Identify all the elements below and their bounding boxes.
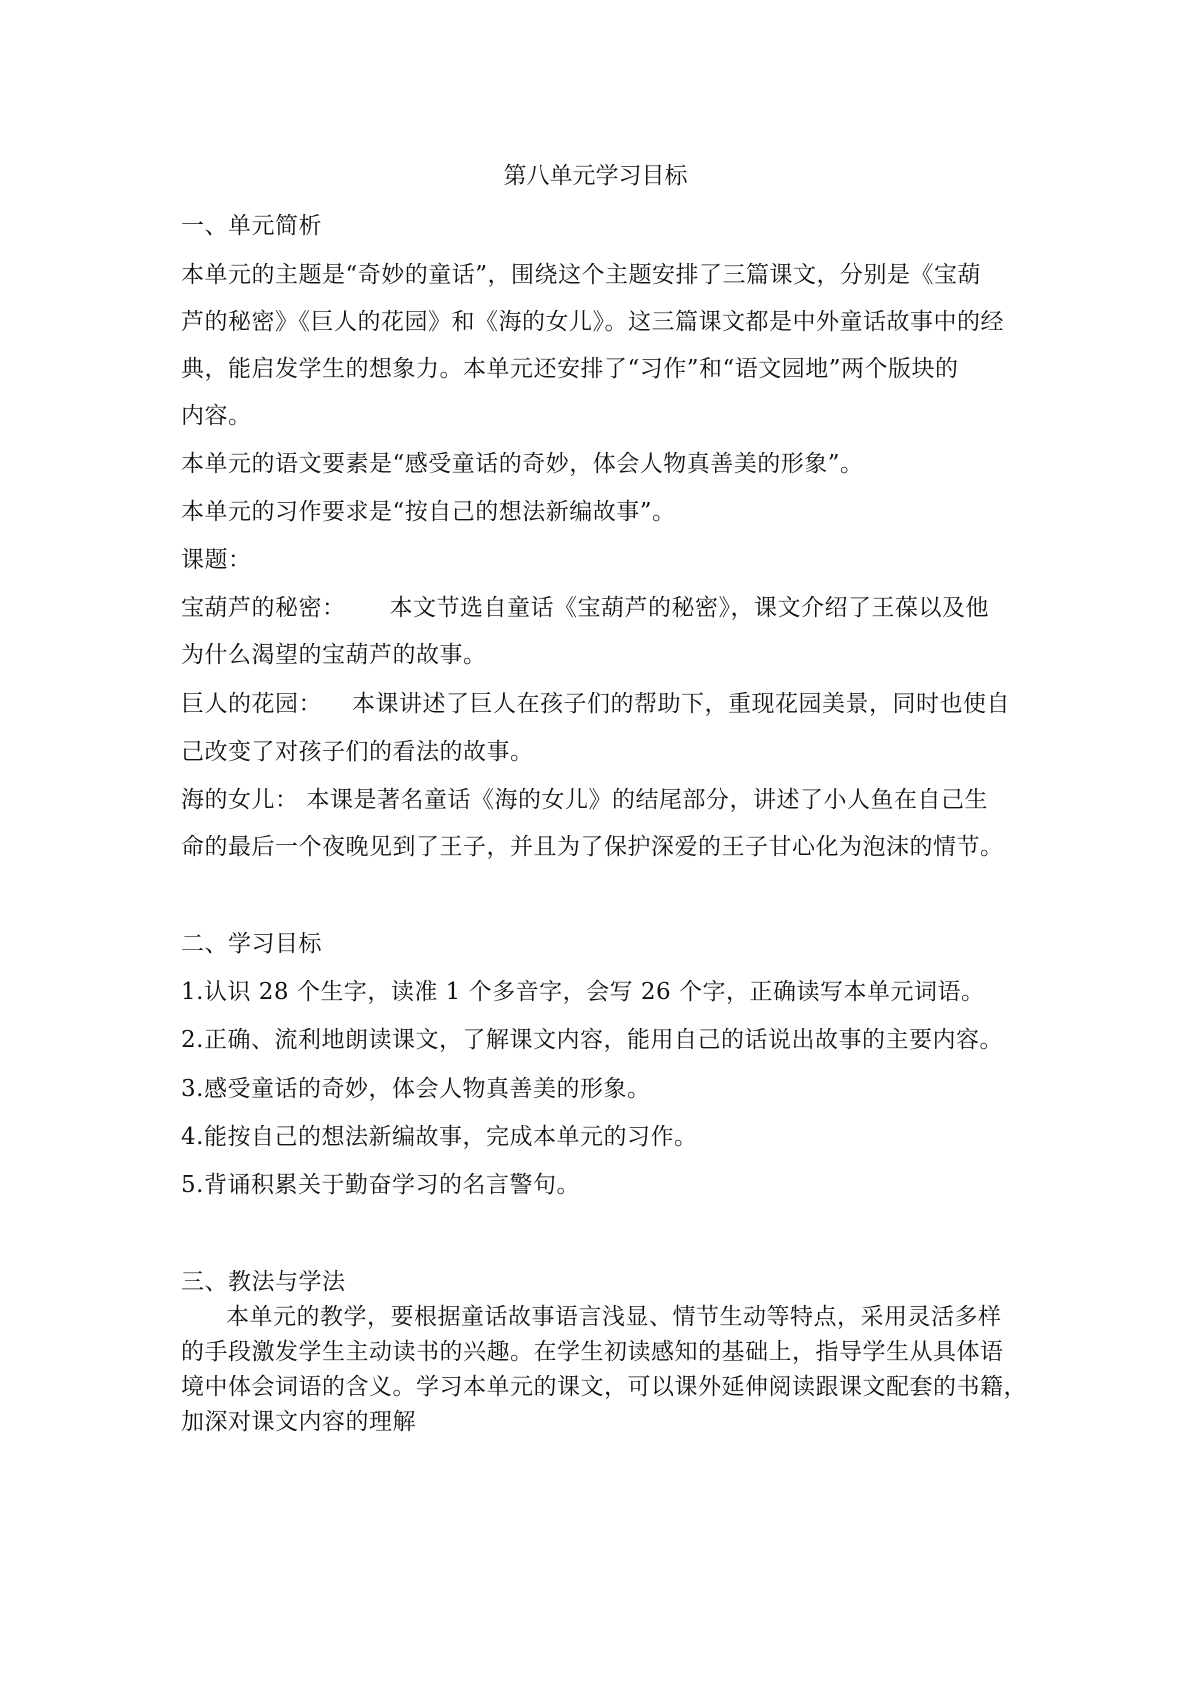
- goal-1: 1.认识 28 个生字，读准 1 个多音字，会写 26 个字，正确读写本单元词语。: [181, 979, 985, 1005]
- section3-heading: 三、教法与学法: [181, 1269, 346, 1295]
- goal-4: 4.能按自己的想法新编故事，完成本单元的习作。: [181, 1124, 698, 1150]
- lesson-2-name: 巨人的花园：: [181, 691, 322, 717]
- section1-para1-line1: 本单元的主题是“奇妙的童话”，围绕这个主题安排了三篇课文，分别是《宝葫: [181, 262, 982, 288]
- lesson-1-text: 本文节选自童话《宝葫芦的秘密》，课文介绍了王葆以及他: [389, 595, 989, 621]
- goal-5: 5.背诵积累关于勤奋学习的名言警句。: [181, 1172, 580, 1198]
- section2-heading: 二、学习目标: [181, 931, 322, 957]
- section3-line2: 的手段激发学生主动读书的兴趣。在学生初读感知的基础上，指导学生从具体语: [181, 1339, 1004, 1365]
- lesson-2-line2: 己改变了对孩子们的看法的故事。: [181, 739, 534, 765]
- lesson-3-name: 海的女儿：: [181, 787, 299, 813]
- section1-para1-line2: 芦的秘密》《巨人的花园》和《海的女儿》。这三篇课文都是中外童话故事中的经: [181, 309, 1004, 335]
- lesson-1-line2: 为什么渴望的宝葫芦的故事。: [181, 642, 487, 668]
- section1-heading: 一、单元简析: [181, 213, 322, 239]
- section1-para2: 本单元的语文要素是“感受童话的奇妙，体会人物真善美的形象”。: [181, 451, 864, 477]
- goal-3: 3.感受童话的奇妙，体会人物真善美的形象。: [181, 1076, 651, 1102]
- section1-para1-line3: 典，能启发学生的想象力。本单元还安排了“习作”和“语文园地”两个版块的: [181, 356, 959, 382]
- section3-line3: 境中体会词语的含义。学习本单元的课文，可以课外延伸阅读跟课文配套的书籍，: [181, 1374, 1027, 1400]
- topics-label: 课题：: [181, 547, 252, 573]
- lesson-3-line2: 命的最后一个夜晚见到了王子，并且为了保护深爱的王子甘心化为泡沫的情节。: [181, 834, 1004, 860]
- lesson-3-text: 本课是著名童话《海的女儿》的结尾部分，讲述了小人鱼在自己生: [306, 787, 988, 813]
- lesson-3-line1: [181, 785, 988, 815]
- lesson-2-line1: [181, 689, 1010, 719]
- section3-line1: 本单元的教学，要根据童话故事语言浅显、情节生动等特点，采用灵活多样: [226, 1304, 1002, 1330]
- section1-para3: 本单元的习作要求是“按自己的想法新编故事”。: [181, 499, 676, 525]
- lesson-1-name: 宝葫芦的秘密：: [181, 595, 346, 621]
- lesson-2-text: 本课讲述了巨人在孩子们的帮助下，重现花园美景，同时也使自: [352, 691, 1010, 717]
- goal-2: 2.正确、流利地朗读课文，了解课文内容，能用自己的话说出故事的主要内容。: [181, 1027, 1003, 1053]
- page-title: 第八单元学习目标: [503, 163, 688, 189]
- section3-line4: 加深对课文内容的理解: [181, 1409, 416, 1435]
- lesson-1-line1: [181, 593, 989, 623]
- section1-para1-line4: 内容。: [181, 403, 252, 429]
